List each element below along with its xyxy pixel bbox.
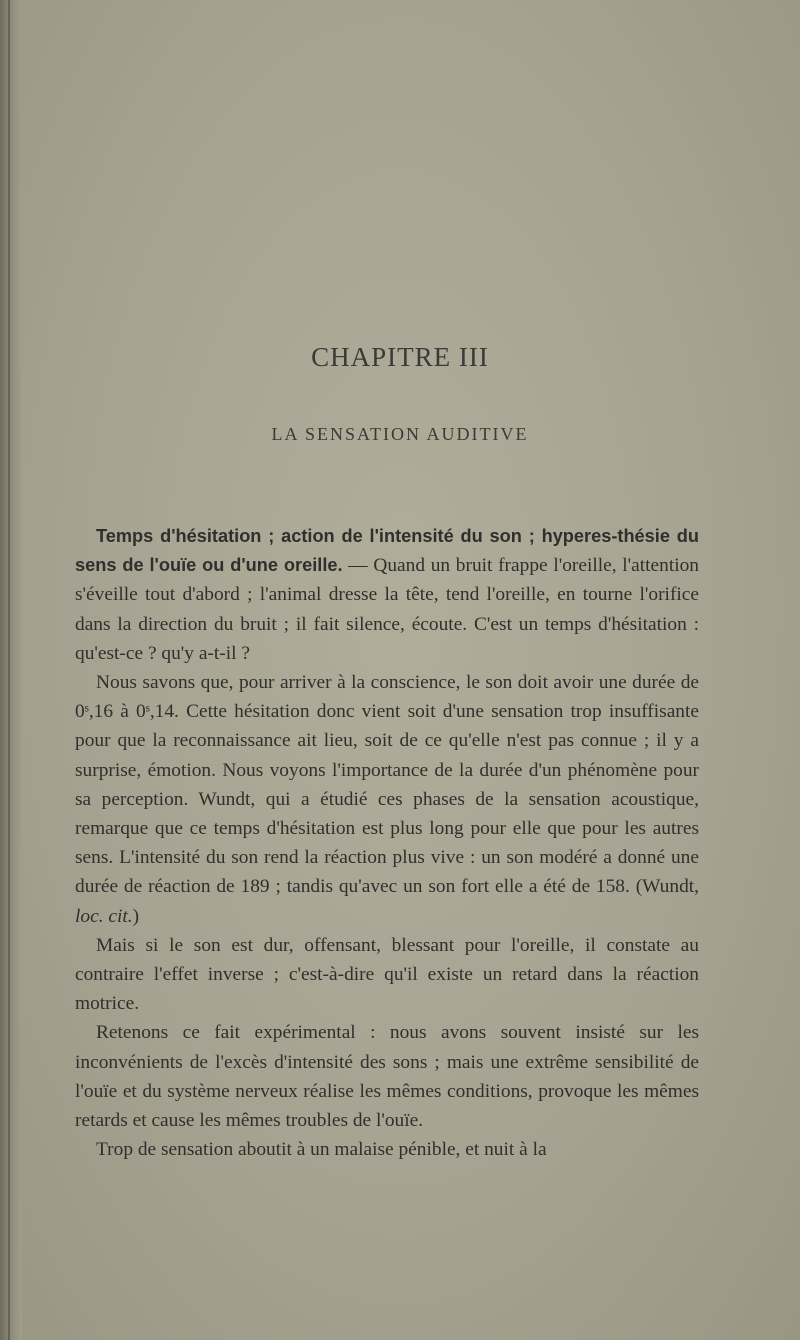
page-binding-edge <box>0 0 22 1340</box>
chapter-body <box>75 522 699 1164</box>
chapter-title: CHAPITRE III <box>311 342 489 372</box>
paragraph-3: Mais si le son est dur, offensant, blessant pour l'oreille, il constate au contraire l'effet inverse ; c'est-à-dire qu'il existe un retard dans la réaction motrice. <box>75 934 699 1015</box>
paragraph-1 <box>75 522 699 668</box>
chapter-subtitle: LA SENSATION AUDITIVE <box>271 424 529 444</box>
paragraph-5: Trop de sensation aboutit à un malaise pénible, et nuit à la <box>96 1139 547 1161</box>
paragraph-1-text: — Quand un bruit frappe l'oreille, l'attention s'éveille tout d'abord ; l'animal dresse la tête, tend l'oreille, en tourne l'orifice dans la direction du bruit ; il fait silence, écoute. C'est un temps d'hésitation : qu'est-ce ? qu'y a-t-il ? <box>75 555 699 664</box>
paragraph-2-text: Nous savons que, pour arriver à la conscience, le son doit avoir une durée de 0ˢ,16 à 0ˢ,14. Cette hésitation donc vient soit d'une sensation trop insuffisante pour que la reconnaissance ait lieu, soit de ce qu'elle n'est pas connue ; il y a surprise, émotion. Nous voyons l'importance de la durée d'un phénomène pour sa perception. Wundt, qui a étudié ces phases de la sensation acoustique, remarque que ce temps d'hésitation est plus long pour elle que pour les autres sens. L'intensité du son rend la réaction plus vive : un son modéré a donné une durée de réaction de 189 ; tandis qu'avec un son fort elle a été de 158. (Wundt, <box>75 672 699 898</box>
binding-line <box>8 0 10 1340</box>
citation-italic: loc. cit. <box>75 905 133 927</box>
paragraph-lead-heading: Temps d'hésitation ; action de l'intensité du son ; hyperes-thésie du sens de l'ouïe ou d'une oreille. <box>75 526 699 576</box>
paragraph-2-end: ) <box>132 905 140 927</box>
paragraph-4: Retenons ce fait expérimental : nous avons souvent insisté sur les inconvénients de l'excès d'intensité des sons ; mais une extrême sensibilité de l'ouïe et du système nerveux réalise les mêmes conditions, provoque les mêmes retards et cause les mêmes troubles de l'ouïe. <box>75 1022 699 1132</box>
paragraph-2 <box>75 668 699 931</box>
